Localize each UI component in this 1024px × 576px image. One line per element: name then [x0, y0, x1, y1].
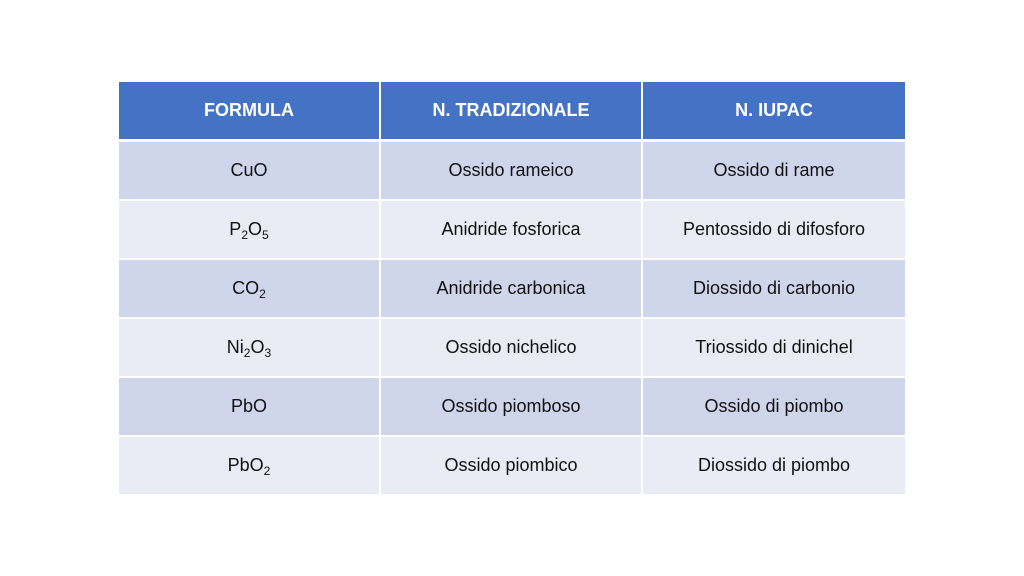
formula-symbol: P [229, 219, 242, 239]
table-row [119, 142, 905, 201]
iupac-name-cell: Triossido di dinichel [643, 319, 905, 378]
iupac-name-cell: Diossido di piombo [643, 437, 905, 496]
iupac-name-cell: Ossido di piombo [643, 378, 905, 437]
table-row [119, 260, 905, 319]
table-row [119, 201, 905, 260]
formula-symbol: CuO [230, 160, 268, 180]
formula-cell [119, 437, 381, 496]
formula-symbol: Ni [226, 337, 244, 357]
formula-subscript: 2 [259, 287, 266, 301]
formula-symbol: PbO [227, 455, 264, 475]
formula-symbol: CO [232, 278, 260, 298]
formula-cell [119, 319, 381, 378]
formula-subscript: 2 [263, 464, 271, 478]
formula-cell [119, 260, 381, 319]
formula-cell [119, 378, 381, 437]
formula-cell [119, 142, 381, 201]
traditional-name-cell: Ossido piombico [381, 437, 643, 496]
table-row [119, 319, 905, 378]
header-iupac-name: N. IUPAC [643, 82, 905, 142]
iupac-name-cell: Diossido di carbonio [643, 260, 905, 319]
formula-symbol: O [248, 219, 263, 239]
traditional-name-cell: Ossido nichelico [381, 319, 643, 378]
traditional-name-cell: Ossido piomboso [381, 378, 643, 437]
table-row [119, 437, 905, 496]
traditional-name-cell: Anidride fosforica [381, 201, 643, 260]
table-row [119, 378, 905, 437]
formula-subscript: 2 [241, 228, 248, 242]
iupac-name-cell: Pentossido di difosforo [643, 201, 905, 260]
table-header-row [119, 82, 905, 142]
formula-subscript: 2 [243, 346, 251, 360]
iupac-name-cell: Ossido di rame [643, 142, 905, 201]
formula-cell [119, 201, 381, 260]
traditional-name-cell: Ossido rameico [381, 142, 643, 201]
oxides-table [119, 82, 905, 496]
header-traditional-name: N. TRADIZIONALE [381, 82, 643, 142]
formula-symbol: O [250, 337, 265, 357]
formula-subscript: 3 [264, 346, 272, 360]
header-formula: FORMULA [119, 82, 381, 142]
traditional-name-cell: Anidride carbonica [381, 260, 643, 319]
formula-symbol: PbO [230, 396, 268, 416]
formula-subscript: 5 [262, 228, 269, 242]
